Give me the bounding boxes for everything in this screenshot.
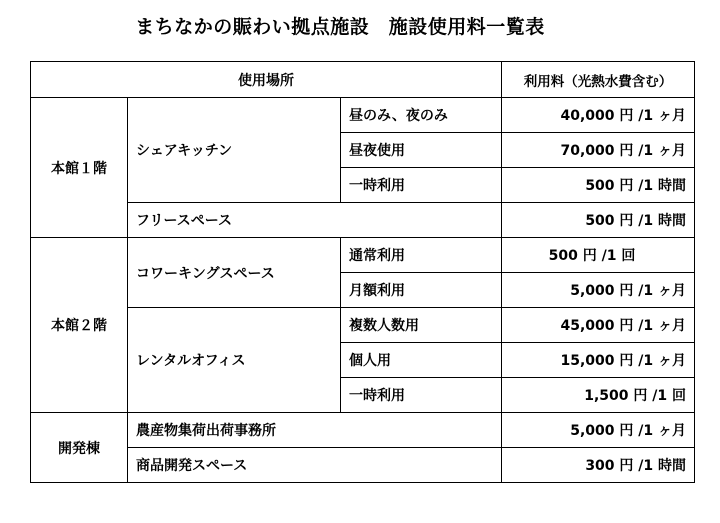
- usage-type: 複数人数用: [341, 308, 502, 343]
- floor-label: 開発棟: [31, 413, 128, 483]
- usage-type: 月額利用: [341, 273, 502, 308]
- fee-value: 500 円 /1 回: [502, 238, 695, 273]
- table-row: [31, 238, 695, 273]
- floor-label: 本館１階: [31, 98, 128, 238]
- header-place: 使用場所: [31, 62, 502, 98]
- usage-type: 昼夜使用: [341, 133, 502, 168]
- facility-name: 商品開発スペース: [128, 448, 502, 483]
- fee-value: 300 円 /1 時間: [502, 448, 695, 483]
- usage-type: 個人用: [341, 343, 502, 378]
- document-title: まちなかの賑わい拠点施設 施設使用料一覧表: [135, 16, 545, 38]
- table-row: [31, 448, 695, 483]
- fee-table: [30, 61, 695, 483]
- header-fee: 利用料（光熱水費含む）: [502, 62, 695, 98]
- fee-value: 500 円 /1 時間: [502, 203, 695, 238]
- fee-value: 15,000 円 /1 ヶ月: [502, 343, 695, 378]
- usage-type: 通常利用: [341, 238, 502, 273]
- floor-label: 本館２階: [31, 238, 128, 413]
- usage-type: 一時利用: [341, 378, 502, 413]
- table-row: [31, 308, 695, 343]
- facility-name: コワーキングスペース: [128, 238, 341, 308]
- fee-value: 70,000 円 /1 ヶ月: [502, 133, 695, 168]
- fee-value: 40,000 円 /1 ヶ月: [502, 98, 695, 133]
- usage-type: 昼のみ、夜のみ: [341, 98, 502, 133]
- fee-value: 5,000 円 /1 ヶ月: [502, 273, 695, 308]
- table-row: [31, 413, 695, 448]
- table-row: [31, 98, 695, 133]
- fee-value: 5,000 円 /1 ヶ月: [502, 413, 695, 448]
- fee-value: 45,000 円 /1 ヶ月: [502, 308, 695, 343]
- table-header-row: [31, 62, 695, 98]
- facility-name: 農産物集荷出荷事務所: [128, 413, 502, 448]
- facility-name: レンタルオフィス: [128, 308, 341, 413]
- usage-type: 一時利用: [341, 168, 502, 203]
- table-row: [31, 203, 695, 238]
- fee-value: 1,500 円 /1 回: [502, 378, 695, 413]
- facility-name: シェアキッチン: [128, 98, 341, 203]
- fee-value: 500 円 /1 時間: [502, 168, 695, 203]
- facility-name: フリースペース: [128, 203, 502, 238]
